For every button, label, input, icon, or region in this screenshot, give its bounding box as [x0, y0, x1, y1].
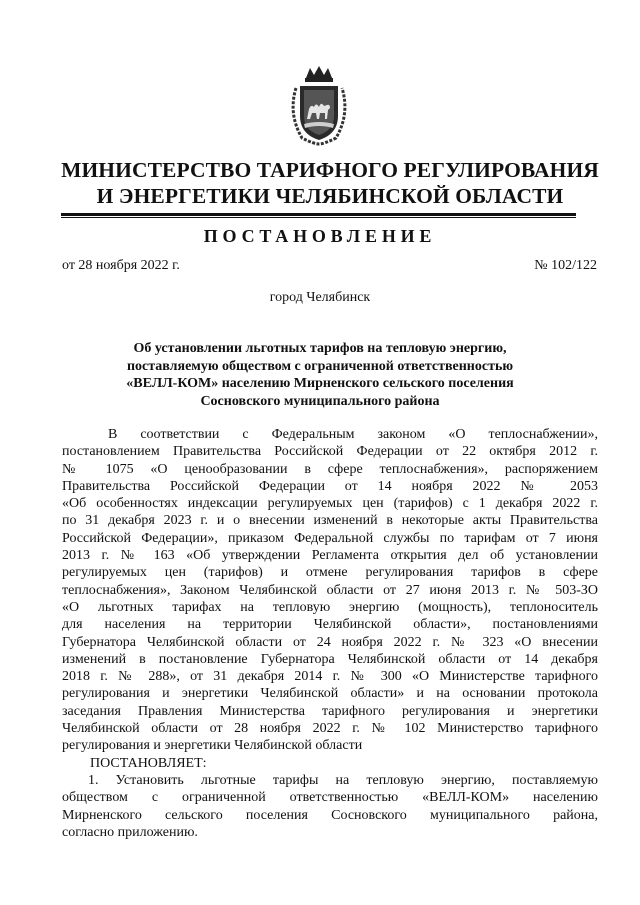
document-date: от 28 ноября 2022 г.	[62, 258, 180, 273]
title-line: «ВЕЛЛ-КОМ» населению Мирненского сельского поселения	[126, 376, 514, 391]
body-line: теплоснабжения», Законом Челябинской области от 27 июня 2013 г. № 503-ЗО	[62, 582, 598, 598]
body-line: Губернатора Челябинской области от 24 ноября 2022 г. № 323 «О внесении	[62, 634, 598, 650]
document-number: № 102/122	[534, 258, 597, 273]
ministry-name-line-2: И ЭНЕРГЕТИКИ ЧЕЛЯБИНСКОЙ ОБЛАСТИ	[96, 184, 564, 208]
body-line: «Об особенностях индексации регулируемых цен (тарифов) с 1 декабря 2022 г.	[62, 496, 598, 512]
decree-word: ПОСТАНОВЛЯЕТ:	[90, 755, 207, 771]
body-line: «О льготных тарифах на тепловую энергию (мощность), теплоноситель	[62, 599, 598, 615]
ministry-name-line-1: МИНИСТЕРСТВО ТАРИФНОГО РЕГУЛИРОВАНИЯ	[61, 158, 599, 182]
document-city: город Челябинск	[269, 290, 371, 305]
body-line: регулирования и энергетики Челябинской области» и на основании протокола	[62, 686, 598, 702]
body-line: изменений в постановление Губернатора Челябинской области от 14 декабря	[62, 651, 598, 667]
body-line: постановлением Правительства Российской Федерации от 22 октября 2012 г.	[62, 444, 598, 460]
body-line: регулирования и энергетики Челябинской области	[62, 738, 363, 754]
header-rule-thick	[61, 213, 576, 216]
item-1-line: Мирненского сельского поселения Сосновского муниципального района,	[62, 807, 598, 823]
body-line: В соответствии с Федеральным законом «О теплоснабжении»,	[108, 427, 598, 442]
coat-of-arms-emblem-icon	[286, 64, 352, 146]
document-type-heading: ПОСТАНОВЛЕНИЕ	[203, 226, 437, 246]
body-line: 2013 г. № 163 «Об утверждении Регламента открытия дел об установлении	[62, 548, 598, 564]
item-1-line: согласно приложению.	[62, 824, 198, 840]
body-line: 2018 г. № 288», от 31 декабря 2014 г. № 300 «О Министерстве тарифного	[62, 669, 598, 685]
title-line: поставляемую обществом с ограниченной ответственностью	[126, 358, 514, 374]
document-title	[60, 340, 580, 410]
body-line: регулируемых цен (тарифов) и отмене регулирования тарифов в сфере	[62, 565, 598, 581]
body-line: для населения на территории Челябинской области», постановлениями	[62, 617, 598, 633]
body-line: Правительства Российской Федерации от 14 ноября 2022 № 2053	[62, 478, 598, 494]
body-line: Российской Федерации», приказом Федеральной службы по тарифам от 7 июня	[62, 530, 598, 546]
body-line: Челябинской области от 28 ноября 2022 г. № 102 Министерство тарифного	[62, 721, 598, 737]
body-line: по 31 декабря 2023 г. и о внесении изменений в некоторые акты Правительства	[62, 513, 598, 529]
item-1-line: 1. Установить льготные тарифы на тепловую энергию, поставляемую	[88, 772, 598, 788]
title-line: Об установлении льготных тарифов на тепловую энергию,	[133, 341, 507, 356]
body-line: № 1075 «О ценообразовании в сфере теплоснабжения», распоряжением	[62, 461, 598, 477]
item-1-line: обществом с ограниченной ответственностью «ВЕЛЛ-КОМ» населению	[62, 790, 598, 806]
document-body	[62, 426, 598, 841]
title-line: Сосновского муниципального района	[200, 393, 440, 409]
body-line: заседания Правления Министерства тарифного регулирования и энергетики	[62, 703, 598, 719]
header-rule-thin	[61, 217, 576, 218]
